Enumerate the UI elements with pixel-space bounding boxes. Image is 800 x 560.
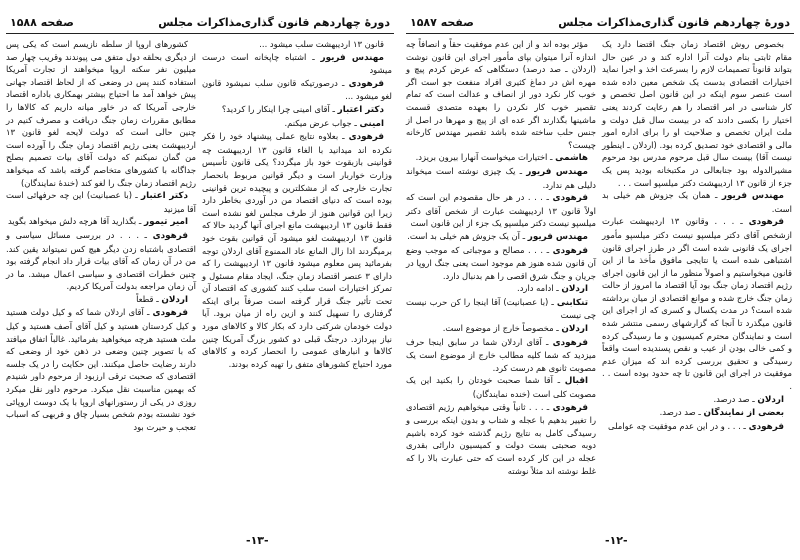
paragraph-text: ـ صد درصد. [713, 393, 755, 404]
paragraph [406, 151, 596, 165]
speaker-name: فرهودی [748, 217, 784, 228]
speaker-name: دکتر اعتبار [337, 104, 384, 115]
paragraph-text: ـ ادامه دارد. [517, 283, 559, 294]
paragraph-text: ـ . . . مصالح و موجباتی که موجب وضع آن قانون شده هنوز هم موجود است یعنی جنگ اروپا در جریان و جنگ شرق اقصی را هم بدنبال دارد. [406, 244, 596, 281]
text-column [202, 38, 392, 370]
paragraph [202, 51, 392, 77]
speaker-name: امیر تیمور [144, 217, 188, 228]
speaker-name: فرهودی [552, 402, 588, 413]
paragraph [602, 420, 792, 434]
paragraph [406, 322, 596, 336]
paragraph-text: ـ درصورتیکه قانون سلب نمیشود قانون لغو میشود ... [202, 77, 392, 102]
speaker-name: اردلان [561, 324, 588, 335]
speaker-name: اردلان [561, 284, 588, 295]
paragraph [202, 117, 392, 131]
paragraph-text: ـ مخصوصاً خارج از موضوع است. [442, 323, 559, 334]
page-1587 [400, 0, 800, 560]
paragraph-text: قانون ۱۳ اردیبهشت سلب میشود ... [259, 39, 384, 49]
speaker-name: تنکابنی [556, 297, 588, 308]
header-center-title: مذاکرات مجلس [158, 16, 242, 29]
paragraph-text: ـ (با عصبانیت) آقا اینجا را کن حرب نیست چی نیست [406, 296, 596, 321]
paragraph [406, 296, 596, 322]
paragraph-text: ـ . . . ثانیاً وقتی میخواهیم رژیم اقتصادی را تغییر بدهیم با عجله و شتاب و بدون اینکه بررسی و رسیدگی کامل به نتایج رژیم گذشته خود کرده باشیم دوبه صحبتی بست دولت و کمیسیون دارائی بقدری عجله در این کار کرده است که حتی عبارت بالا را که غلط نوشته اند مثلاً نوشته [406, 401, 596, 476]
paragraph [406, 191, 596, 230]
header-session-title: دورهٔ چهاردهم قانون گذاری [640, 16, 790, 29]
paragraph-text: ـ یک چیزی نوشته است میخواند دلیلی هم ندارد. [406, 165, 596, 190]
paragraph-text: ـ . . . در بررسی مسائل سیاسی و اقتصادی باشتباه زدن دیگر هیچ کس نمیتواند یقین کند. من در آن زمان که آقای بیات قرار داد انجام گرفته بود چنین خطرات اقتصادی و سیاسی اعمال میشد. ما در آن زمان مراجعه بدولت آمریکا کردیم. [6, 229, 196, 292]
paragraph-text: ـ آقای اردلان شما در سابق اینجا حرف میزدید که شما کلیه مطالب خارج از موضوع است یک مصوبت ثانوی هم درست کرد. [406, 336, 596, 373]
speaker-name: دکتر اعتبار [141, 191, 188, 202]
speaker-name: مهندس فریور [320, 52, 384, 63]
paragraph [6, 38, 196, 189]
paragraph-text: ـ بعلاوه نتایج عملی پیشنهاد خود را فکر نکرده اند میدانید با الغاء قانون ۱۳ اردیبهشت چه قوانینی بازبقوت خود باز میگردد؟ یکی قانون تأسیس وزارت خواربار است و دیگر قوانین مربوط بانحصار تجارت خارجی که از مشکلترین و پیچیده ترین قوانینی بوده است که دنیای اقتصاد من در آوردی بخاطر دارد زیرا این قوانین هنوز از طرف مجلس لغو نشده است فقط قانون ۱۳ اردیبهشت مانع اجرای آنها گردید حالا که قانون ۱۳ اردیبهشت لغو میشود آن قوانین بقوت خود برمیگردند اذا زال المانع عاد الممنوع آقای اردلان توجه بفرمائید پس معلوم میشود قانون ۱۳ اردیبهشت را که دارای ۳ عنصر اقتصاد زمان جنگ، ایجاد مقام مسئول و تمرکز اختیارات است سلب کنند کشوری که اقتصاد آن تحت تأثیر جنگ قرار گرفته است صرفاً برای اینکه گرفتاری را تسهیل کنند و ازین راه از میان برود. آیا دولت خودمان شرکتی دارد که بکار کالا و کالاهای مورد نیاز بپردازد. درجنگ قبلی دو کشور بزرگ آمریکا چنین کالاها و انبارهای عمومی را انحصار کرده و کالاهای مورد احتیاج کشورهای متفق را تهیه کرده بودند. [202, 131, 392, 369]
speaker-name: بعضی از نمایندگان [703, 408, 784, 419]
paragraph [406, 244, 596, 283]
paragraph [406, 230, 596, 244]
paragraph-text: ـ بگذارید آقا هرچه دلش میخواهد بگوید [8, 216, 142, 227]
paragraph-text: ـ آن یک جزوش هم خیلی بد است. [407, 230, 526, 241]
paragraph [406, 282, 596, 296]
running-header [8, 14, 392, 34]
paragraph [6, 293, 196, 307]
paragraph-text: بخصوص روش اقتصاد زمان جنگ اقتضا دارد یک مقام ثابتی بنام دولت آنرا اداره کند و در عین حال بتواند قانوناً تصمیمات لازم را بسرعت اخذ و اجرا نماید اختیارات اقتصادی بدست یک شخص معین داده شده است عنصر سوم اینکه در این قانون اصل تخصص و کار شناسی در امر اقتصاد را هم رعایت کردند یعنی اختیار را بکسی دادند که در بیست سال قبل دولت و ملت ایران تخصص و صلاحیت او را برای اداره امور مالی و اقتصادی خود تصدیق کرده بود. (اردلان ـ اینطور نیست آقا) بیست سال قبل مرحوم مدرس بود مرحوم مشیرالدوله بود جنابعالی در مکتبخانه بودید پس یک جزء از قانون ۱۳ اردیبهشت دکتر میلسپو است . . . [602, 39, 792, 188]
paragraph [202, 130, 392, 370]
speaker-name: فرهودی [348, 132, 384, 143]
paragraph [406, 374, 596, 400]
paragraph [202, 38, 392, 51]
paragraph-text: ـ اختیارات میخواست آنهارا بیرون بریزد. [415, 152, 553, 163]
paragraph-text: ـ قطعاً [136, 293, 159, 304]
speaker-name: اردلان [161, 294, 188, 305]
paragraph [6, 189, 196, 215]
paragraph [6, 229, 196, 293]
paragraph [602, 189, 792, 215]
speaker-name: مهندس فریور [721, 191, 784, 202]
speaker-name: فرهودی [152, 230, 188, 241]
header-session-title: دورهٔ چهاردهم قانون گذاری [240, 16, 390, 29]
paragraph-text: ـ . . . و در این عدم موفقیت چه عواملی [608, 420, 746, 431]
header-center-title: مذاکرات مجلس [558, 16, 642, 29]
speaker-name: فرهودی [748, 421, 784, 432]
paragraph [202, 77, 392, 103]
paragraph [6, 306, 196, 433]
speaker-name: فرهودی [552, 337, 588, 348]
speaker-name: اقبال [564, 376, 588, 387]
speaker-name: مهندس فریور [526, 166, 588, 177]
paragraph-text: ـ آقای اردلان شما که و کیل دولت هستید و کیل کردستان هستید و کیل آقای آصف هستید و کیل ملت هستید هرچه میخواهید بفرمائید. غالباً اتفاق میافتد که با تصویر چنین وضعی در ذهن خود از وضعی که دارند رضایت حاصل میکنند. این حکایت را در یک جلسه اقتصادی که صحبت ترقی ارزبود از مرحوم داور شنیدم که بهمین مناسبت نقل میکرد. مرحوم داور نقل میکرد روزی در یکی از رستورانهای اروپا با یک دوست اروپائی خود نشسته بودم شخص بسیار چاق و فربهی که اسباب تعجب و حیرت بود [6, 307, 196, 432]
paragraph-text: ـ آقای امینی چرا اینکار را کردید؟ [221, 103, 335, 114]
paragraph-text: ـ . . . وقانون ۱۳ اردیبهشت عبارت ازشخص آقای دکتر میلسپو نیست دکتر میلسپو مأمور اجرای یک قانونی شده است اگر در طرز اجرای قانون اشتباهی شده است یا نتایجی مافوق مأخذ ما از این قانون میخواستیم و اصولاً منظور ما از این قانون اجرای رژیم اقتصاد زمان جنگ بود آیا اقتصاد ما امروز از حالت زمان جنگ خارج شده و موانع اقتصادی از میان برداشته شده است؟ در مدت یکسال و کسری که از اجرای این قانون میگذرد تا آنجا که گزارشهای رسمی منتشر شده است و نمایندگان محترم کمیسیون و ما رسیدگی کرده و کمی خالی بودن از عیب و نقص پسندیده است واقعاً رسیدگی و تحقیق بررسی کرده اند که میزان عدم موفقیت در اجرای این قانون تا چه حدود بوده است . . . [602, 216, 792, 392]
header-page-label: صفحه ۱۵۸۸ [10, 16, 74, 29]
paragraph-text: ـ . . . در هر حال مقصودم این است که اولاً قانون ۱۳ اردیبهشت عبارت از شخص آقای دکتر میلسپو نیست دکتر میلسپو یک جزء از این قانون است [406, 192, 596, 229]
paragraph-text: ـ (با عصبانیت) این چه حرفهائی است آقا میزنید [6, 190, 196, 214]
page-footer-number: -۱۲- [605, 534, 628, 547]
paragraph [406, 38, 596, 151]
running-header [408, 14, 792, 34]
paragraph-text: ـ صد درصد. [659, 407, 701, 418]
paragraph [602, 215, 792, 392]
page-footer-number: -۱۳- [246, 534, 269, 547]
speaker-name: فرهودی [552, 193, 588, 204]
header-rule [6, 33, 394, 34]
text-column [6, 38, 196, 433]
text-column [406, 38, 596, 477]
speaker-name: هاشمی [555, 153, 588, 164]
header-rule [406, 33, 794, 34]
paragraph-text: ـ آقا شما صحبت خودتان را بکنید این یک مصوبت کلی است (خنده نمایندگان) [406, 375, 596, 400]
paragraph-text: ـ همان یک جزوش هم خیلی بد است. [602, 190, 792, 214]
paragraph-text: کشورهای اروپا از سلطه نازیسم است که یکی پس از دیگری بحلقه دول متفق می پیوندند وقریب چهار صد میلیون نفر سکنه اروپا میخواهند از تجارت آمریکا استفاده کنند پس در وضعی که از لحاظ اقتصاد جهانی پیش خواهد آمد ما احتیاج بیشتر بهمکاری باداره اقتصاد خارجی آمریکا که در خاور میانه داریم که کالاها را مطابق مقررات زمان جنگ دریافت و مصرف کنیم در چنین حالی است که دولت لایحه لغو قانون ۱۳ اردیبهشت یعنی رژیم اقتصاد زمان جنگ را آورده است من گمان نمیکنم که دولت آقای بیات تصمیم بصلح جداگانه با کشورهای متخاصم گرفته باشد که میخواهد رژیم اقتصاد زمان جنگ را لغو کند (خندهٔ نمایندگان) [6, 39, 196, 188]
speaker-name: اردلان [757, 394, 784, 405]
speaker-name: فرهودی [152, 308, 188, 319]
paragraph [406, 336, 596, 375]
paragraph [406, 401, 596, 478]
paragraph [602, 406, 792, 420]
text-column [602, 38, 792, 433]
paragraph [602, 38, 792, 189]
speaker-name: مهندس فریور [527, 231, 588, 242]
header-page-label: صفحه ۱۵۸۷ [410, 16, 474, 29]
speaker-name: امینی [359, 118, 384, 129]
speaker-name: فرهودی [552, 245, 588, 256]
paragraph-text: ـ اشتباه چاپخانه است درست میشود [202, 51, 392, 76]
paragraph [6, 215, 196, 229]
paragraph [602, 393, 792, 407]
paragraph [202, 103, 392, 117]
speaker-name: فرهودی [348, 78, 384, 89]
paragraph [406, 165, 596, 191]
paragraph-text: ـ جواب عرض میکنم. [284, 117, 357, 128]
paragraph-text: مؤثر بوده اند و از این عدم موفقیت حقاً و انصافاً چه اندازه آنرا میتوان بپای مأمور اجرای این قانون نوشت (اردلان ـ صد درصد) دستگاهی که عرض کردم پیچ و مهره اش در دماغ کثیری افراد منفعت جو است اگر خوب کار نکرد دور از انصاف و عدالت است که تمام تقصیر خوب کار نکردن را بعهده متصدی قسمت ماشینها بگذارند اگر عده ای از پیچ و مهرها در اصل از جنس حلب ساخته شده باشد تقصیر مهندس کارخانه چیست؟ [406, 39, 596, 150]
